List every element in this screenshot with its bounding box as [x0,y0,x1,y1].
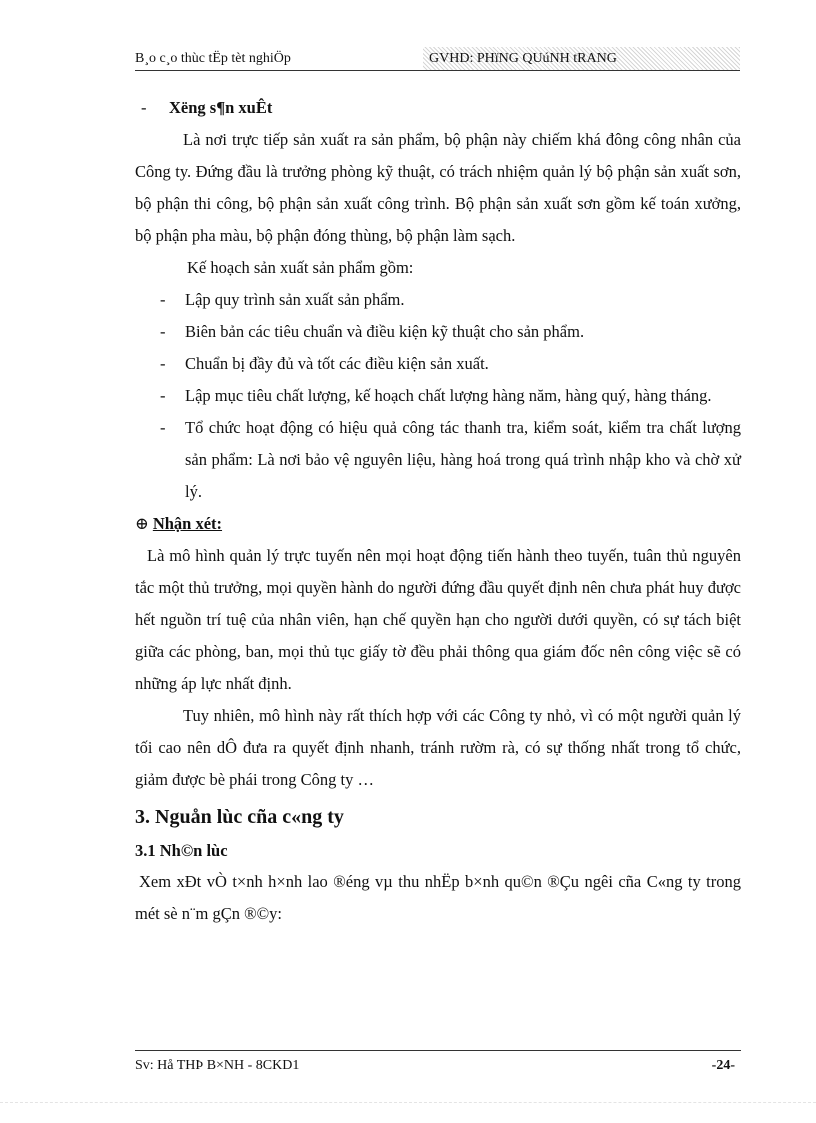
list-item-text: Biên bản các tiêu chuẩn và điều kiện kỹ thuật cho sản phẩm. [185,322,585,341]
remark-paragraph-2: Tuy nhiên, mô hình này rất thích hợp với các Công ty nhỏ, vì có một người quản lý tối cao nên dÔ đưa ra quyết định nhanh, tránh rườm rà, có sự thống nhất trong tổ chức, giảm được bè phái trong Công ty … [135,706,741,789]
bullet-dash: - [160,418,166,437]
list-item-text: Lập mục tiêu chất lượng, kế hoạch chất lượng hàng năm, hàng quý, hàng tháng. [185,386,712,405]
header-advisor: GVHD: PHïNG QUúNH tRANG [423,47,740,71]
footer-rule [135,1050,741,1051]
intro-paragraph: Xem xÐt vÒ t×nh h×nh lao ®éng vµ thu nhËp b×nh qu©n ®Çu ngêi cña C«ng ty trong mét sè n¨m gÇn ®©y: [135,872,741,923]
list-item [135,412,741,508]
list-item-text: Lập quy trình sản xuất sản phẩm. [185,290,405,309]
page-edge-divider [0,1102,816,1103]
heading-3: 3. Nguån lùc cña c«ng ty [135,806,344,828]
page-header [135,47,740,71]
bullet-dash: - [160,290,166,309]
bullet-dash: - [160,386,166,405]
list-item [135,316,741,348]
section-dash: - [141,98,147,117]
list-item-text: Tổ chức hoạt động có hiệu quả công tác thanh tra, kiểm soát, kiểm tra chất lượng sản phẩm: Là nơi bảo vệ nguyên liệu, hàng hoá trong quá trình nhập kho và chờ xử lý. [185,418,741,501]
page-number: -24- [711,1058,735,1073]
section-heading [135,92,741,124]
remark-icon: ⊕ [135,514,149,533]
list-item [135,380,741,412]
section-title: Xëng s¶n xuÊt [169,98,273,117]
plan-intro: Kế hoạch sản xuất sản phẩm gồm: [187,258,414,277]
remark-heading [135,508,741,540]
bullet-dash: - [160,354,166,373]
remark-paragraph-1: Là mô hình quản lý trực tuyến nên mọi hoạt động tiến hành theo tuyến, tuân thủ nguyên tắc một thủ trưởng, mọi quyền hành do người đứng đầu quyết định nên chưa phát huy được hết nguồn trí tuệ của nhân viên, hạn chế quyền hạn cho người dưới quyền, có sự tách biệt giữa các phòng, ban, mọi thủ tục giấy tờ đều phải thông qua giám đốc nên công việc sẽ có những áp lực nhất định. [135,546,741,693]
section-paragraph: Là nơi trực tiếp sản xuất ra sản phẩm, bộ phận này chiếm khá đông công nhân của Công ty. Đứng đầu là trưởng phòng kỹ thuật, có trách nhiệm quản lý bộ phận sản xuất sơn, bộ phận thi công, bộ phận sản xuất công trình. Bộ phận sản xuất sơn gồm kế toán xưởng, bộ phận pha màu, bộ phận đóng thùng, bộ phận làm sạch. [135,130,741,245]
plan-list [135,284,741,508]
footer-student: Sv: Hå THÞ B×NH - 8CKD1 [135,1058,300,1073]
list-item-text: Chuẩn bị đầy đủ và tốt các điều kiện sản xuất. [185,354,489,373]
list-item [135,348,741,380]
page-footer [135,1050,741,1076]
bullet-dash: - [160,322,166,341]
header-rule [135,70,740,72]
remark-label: Nhận xét: [152,514,223,533]
list-item [135,284,741,316]
header-report-title: B¸o c¸o thùc tËp tèt nghiÖp [135,51,291,66]
heading-3-1: 3.1 Nh©n lùc [135,841,228,860]
page-body [135,92,741,930]
